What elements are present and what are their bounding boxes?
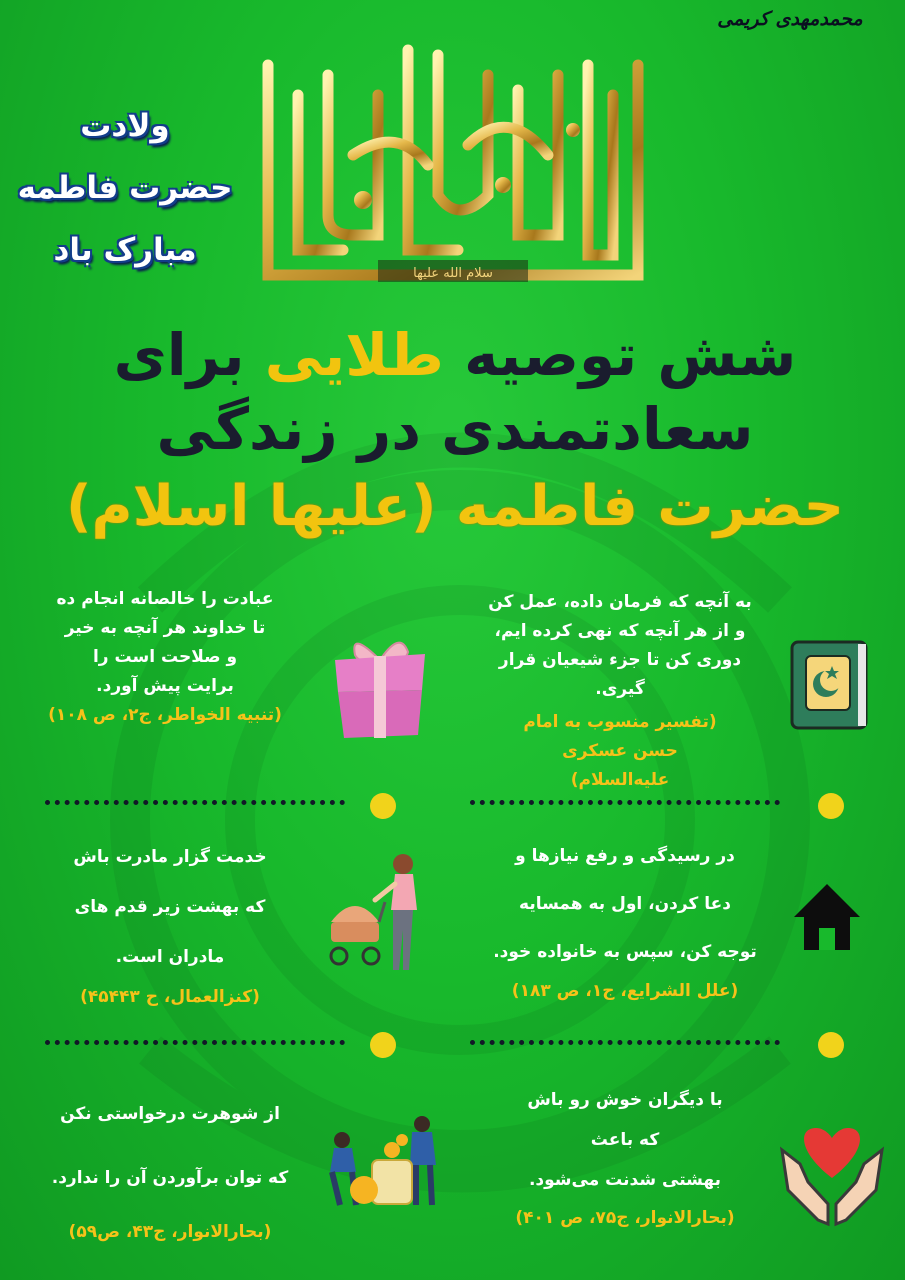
tip-1-line: و از هر آنچه که نهی کرده ایم، bbox=[494, 621, 746, 641]
tip-4 bbox=[30, 832, 310, 1012]
tip-5-line: با دیگران خوش رو باش bbox=[527, 1090, 723, 1110]
tip-6-line: از شوهرت درخواستی نکن bbox=[60, 1104, 280, 1124]
separator-ball bbox=[370, 793, 396, 819]
separator-dots bbox=[45, 800, 345, 809]
tip-5-source: (بحارالانوار، ج۷۵، ص ۴۰۱) bbox=[515, 1208, 735, 1228]
tip-5 bbox=[470, 1080, 780, 1236]
tip-2-line: تا خداوند هر آنچه به خیر bbox=[64, 618, 266, 638]
tip-2-source: (تنبیه الخواطر، ج۲، ص ۱۰۸) bbox=[48, 705, 282, 725]
tip-6-source: (بحارالانوار، ج۴۳، ص۵۹) bbox=[68, 1222, 272, 1242]
author-signature: محمدمهدی کریمی bbox=[717, 8, 863, 30]
tip-3 bbox=[470, 832, 780, 1006]
tip-1-line: گیری. bbox=[595, 679, 645, 699]
title-line-3: حضرت فاطمه (علیها اسلام) bbox=[65, 474, 845, 539]
hands-heart-icon bbox=[778, 1120, 886, 1230]
tip-1-line: دوری کن تا جزء شیعیان قرار bbox=[498, 650, 742, 670]
title-word-golden: طلایی bbox=[264, 321, 444, 389]
greeting-line-1: ولادت bbox=[80, 108, 170, 144]
title-word-for: برای bbox=[113, 321, 245, 389]
couple-savings-icon bbox=[312, 1110, 457, 1210]
title-word-six-tips: شش توصیه bbox=[464, 321, 797, 389]
logo-subtitle: سلام الله علیها bbox=[413, 266, 493, 281]
title-line-1 bbox=[60, 318, 850, 392]
tip-2-line: و صلاحت است را bbox=[92, 647, 238, 667]
tip-2-line: عبادت را خالصانه انجام ده bbox=[56, 589, 274, 609]
tip-6 bbox=[30, 1082, 310, 1254]
tip-1-source: (تفسیر منسوب به امام حسن عسکری علیه‌السلام) bbox=[523, 712, 717, 790]
tip-4-source: (کنزالعمال، ح ۴۵۴۴۳) bbox=[80, 987, 260, 1007]
separator-ball bbox=[370, 1032, 396, 1058]
tip-4-line: که بهشت زیر قدم های bbox=[74, 897, 266, 917]
tip-5-line: که باعث bbox=[590, 1130, 660, 1150]
tip-5-line: بهشتی شدنت می‌شود. bbox=[528, 1170, 722, 1190]
tip-4-line: مادران است. bbox=[115, 947, 225, 967]
separator-dots bbox=[470, 1040, 780, 1049]
title-line-2: سعادتمندی در زندگی bbox=[156, 395, 754, 463]
separator-dots bbox=[470, 800, 780, 809]
tip-2 bbox=[20, 585, 310, 730]
greeting-line-3: مبارک باد bbox=[53, 232, 197, 268]
tip-1 bbox=[470, 588, 770, 795]
separator-ball bbox=[818, 1032, 844, 1058]
tip-3-line: توجه کن، سپس به خانواده خود. bbox=[493, 942, 757, 962]
separator-dots bbox=[45, 1040, 345, 1049]
tip-4-line: خدمت گزار مادرت باش bbox=[73, 847, 267, 867]
house-icon bbox=[792, 882, 862, 952]
greeting-text bbox=[5, 95, 245, 281]
tip-1-line: به آنچه که فرمان داده، عمل کن bbox=[488, 592, 752, 612]
tip-3-line: در رسیدگی و رفع نیازها و bbox=[515, 846, 735, 866]
mother-stroller-icon bbox=[325, 850, 435, 980]
calligraphy-logo bbox=[258, 35, 648, 295]
greeting-line-2: حضرت فاطمه bbox=[17, 170, 233, 206]
tip-3-line: دعا کردن، اول به همسایه bbox=[519, 894, 731, 914]
separator-ball bbox=[818, 793, 844, 819]
gift-icon bbox=[330, 630, 430, 740]
tip-3-source: (علل الشرایع، ج۱، ص ۱۸۳) bbox=[511, 981, 739, 1001]
quran-book-icon bbox=[790, 640, 870, 732]
tip-2-line: برایت پیش آورد. bbox=[96, 676, 234, 696]
tip-6-line: که توان برآوردن آن را ندارد. bbox=[51, 1168, 289, 1188]
